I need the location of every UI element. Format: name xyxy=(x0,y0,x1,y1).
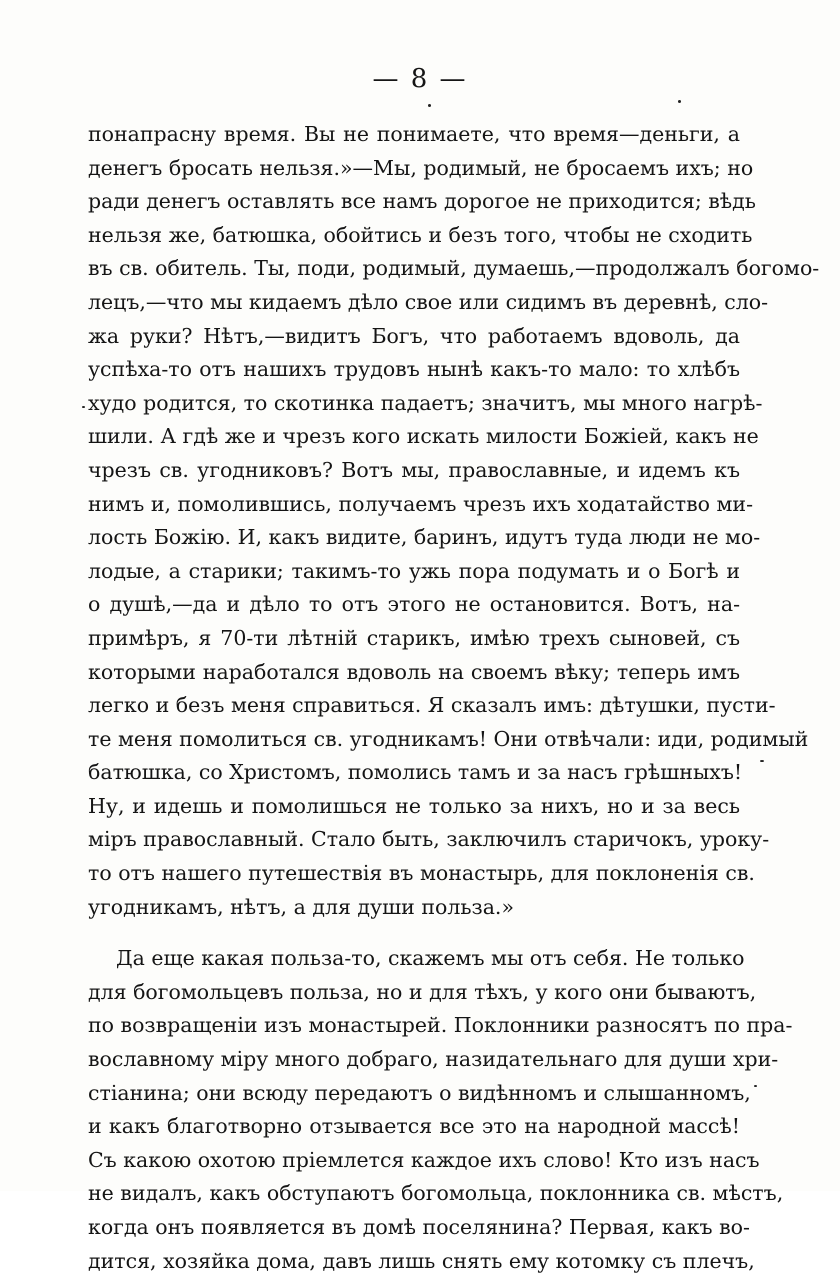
text-line: о душѣ,—да и дѣло то отъ этого не остановится. Вотъ, на- xyxy=(88,592,740,617)
text-line: лецъ,—что мы кидаемъ дѣло свое или сидимъ въ деревнѣ, сло- xyxy=(88,289,769,314)
text-line: для богомольцевъ польза, но и для тѣхъ, у кого они бываютъ, xyxy=(88,979,757,1004)
paragraph-1 xyxy=(88,118,820,924)
text-line: успѣха-то отъ нашихъ трудовъ нынѣ какъ-то мало: то хлѣбъ xyxy=(88,357,740,382)
print-speck xyxy=(678,100,681,103)
text-line: шили. А гдѣ же и чрезъ кого искать милости Божіей, какъ не xyxy=(88,424,759,449)
print-speck xyxy=(754,1085,757,1087)
text-line: примѣръ, я 70-ти лѣтній старикъ, имѣю трехъ сыновей, съ xyxy=(88,625,740,650)
text-line: понапрасну время. Вы не понимаете, что время—деньги, а xyxy=(88,122,740,146)
text-line: вославному міру много добраго, назидательнаго для души хри- xyxy=(88,1047,779,1072)
text-line: чрезъ св. угодниковъ? Вотъ мы, православные, и идемъ къ xyxy=(88,457,740,482)
text-line: денегъ бросать нельзя.»—Мы, родимый, не бросаемъ ихъ; но xyxy=(88,155,754,180)
text-line: те меня помолиться св. угодникамъ! Они отвѣчали: иди, родимый xyxy=(88,726,809,751)
text-line: легко и безъ меня справиться. Я сказалъ имъ: дѣтушки, пусти- xyxy=(88,693,776,718)
paragraph-2 xyxy=(88,942,793,1278)
text-line: не видалъ, какъ обступаютъ богомольца, поклонника св. мѣстъ, xyxy=(88,1181,784,1206)
text-line: которыми наработался вдоволь на своемъ вѣку; теперь имъ xyxy=(88,659,740,684)
text-line: батюшка, со Христомъ, помолись тамъ и за насъ грѣшныхъ! xyxy=(88,760,743,785)
text-line: Съ какою охотою пріемлется каждое ихъ слово! Кто изъ насъ xyxy=(88,1147,760,1172)
print-speck xyxy=(82,406,85,408)
print-speck xyxy=(760,760,764,762)
text-line: лость Божію. И, какъ видите, баринъ, идутъ туда люди не мо- xyxy=(88,525,761,550)
print-speck xyxy=(428,104,431,107)
text-line: угодникамъ, нѣтъ, а для души польза.» xyxy=(88,894,514,919)
text-line: Ну, и идешь и помолишься не только за нихъ, но и за весь xyxy=(88,793,740,818)
text-line: дится, хозяйка дома, давъ лишь снять ему котомку съ плечъ, xyxy=(88,1248,755,1273)
body-text xyxy=(88,118,820,1278)
text-line: Да еще какая польза-то, скажемъ мы отъ себя. Не только xyxy=(116,946,745,971)
text-line: въ св. обитель. Ты, поди, родимый, думаешь,—продолжалъ богомо- xyxy=(88,256,820,281)
text-line: когда онъ появляется въ домѣ поселянина? Первая, какъ во- xyxy=(88,1215,750,1239)
page-number: — 8 — xyxy=(372,64,468,94)
text-line: лодые, а старики; такимъ-то ужь пора подумать и о Богѣ и xyxy=(88,558,740,583)
text-line: по возвращеніи изъ монастырей. Поклонники разносятъ по пра- xyxy=(88,1013,793,1038)
text-line: ради денегъ оставлять все намъ дорогое не приходится; вѣдь xyxy=(88,189,756,214)
text-line: жа руки? Нѣтъ,—видитъ Богъ, что работаемъ вдоволь, да xyxy=(88,323,740,348)
text-line: міръ православный. Стало быть, заключилъ старичокъ, уроку- xyxy=(88,827,770,852)
text-line: худо родится, то скотинка падаетъ; значитъ, мы много нагрѣ- xyxy=(88,390,763,415)
text-line: нельзя же, батюшка, обойтись и безъ того, чтобы не сходить xyxy=(88,222,753,247)
text-line: стіанина; они всюду передаютъ о видѣнномъ и слышанномъ, xyxy=(88,1080,751,1105)
paragraph-gap xyxy=(88,924,740,942)
text-line: и какъ благотворно отзывается все это на народной массѣ! xyxy=(88,1114,740,1139)
text-line: нимъ и, помолившись, получаемъ чрезъ ихъ ходатайство ми- xyxy=(88,491,754,516)
text-line: то отъ нашего путешествія въ монастырь, для поклоненія св. xyxy=(88,861,755,886)
